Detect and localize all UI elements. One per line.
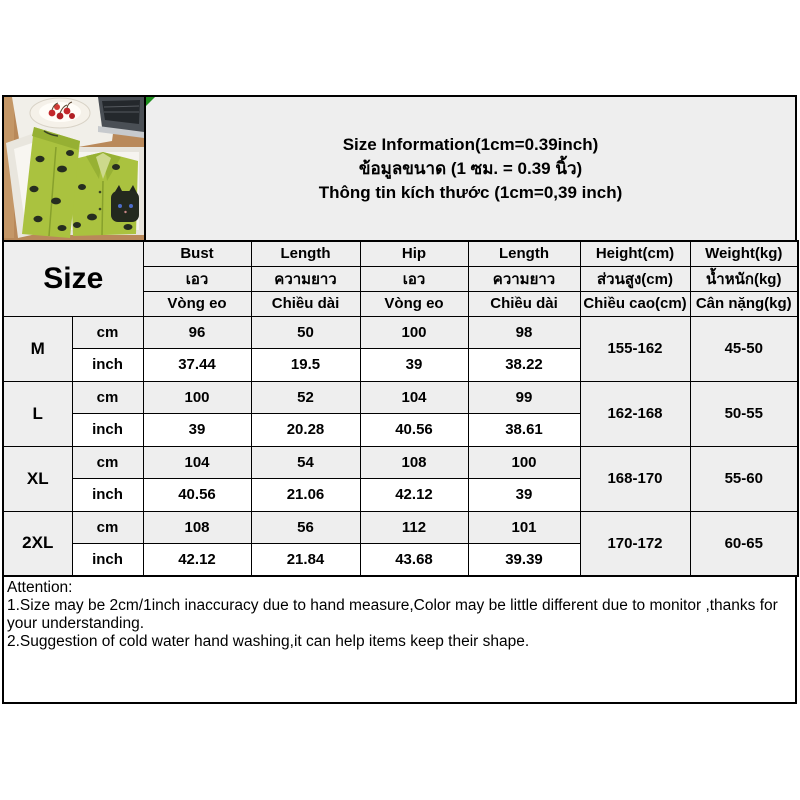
header-bust-en: Bust xyxy=(143,241,251,266)
header-weight-th: น้ำหนัก(kg) xyxy=(690,266,798,291)
2xl-length1-cm: 56 xyxy=(251,511,360,544)
l-length1-inch: 20.28 xyxy=(251,414,360,447)
attention-notes xyxy=(2,577,797,704)
xl-length2-inch: 39 xyxy=(468,479,580,512)
xl-length2-cm: 100 xyxy=(468,446,580,479)
xl-hip-inch: 42.12 xyxy=(360,479,468,512)
laptop xyxy=(98,97,144,138)
size-information-title-block xyxy=(146,97,795,240)
l-weight-range: 50-55 xyxy=(690,381,798,446)
size-chart-table xyxy=(2,240,799,577)
l-length2-cm: 99 xyxy=(468,381,580,414)
m-height-range: 155-162 xyxy=(580,316,690,381)
m-length1-inch: 19.5 xyxy=(251,349,360,382)
2xl-bust-inch: 42.12 xyxy=(143,544,251,577)
title-english: Size Information(1cm=0.39inch) xyxy=(342,134,599,154)
header-hip-th: เอว xyxy=(360,266,468,291)
unit-inch-label: inch xyxy=(72,414,143,447)
l-length2-inch: 38.61 xyxy=(468,414,580,447)
header-hip-en: Hip xyxy=(360,241,468,266)
header-length2-vi: Chiều dài xyxy=(468,291,580,316)
cherry-plate xyxy=(30,98,90,128)
m-length2-cm: 98 xyxy=(468,316,580,349)
attention-note-2: 2.Suggestion of cold water hand washing,it can help items keep their shape. xyxy=(7,633,530,650)
xl-weight-range: 55-60 xyxy=(690,446,798,511)
size-xl-label: XL xyxy=(3,446,72,511)
size-m-label: M xyxy=(3,316,72,381)
l-hip-cm: 104 xyxy=(360,381,468,414)
header-length1-en: Length xyxy=(251,241,360,266)
m-length2-inch: 38.22 xyxy=(468,349,580,382)
header-length2-th: ความยาว xyxy=(468,266,580,291)
2xl-length2-inch: 39.39 xyxy=(468,544,580,577)
l-hip-inch: 40.56 xyxy=(360,414,468,447)
title-vietnamese: Thông tin kích thước (1cm=0,39 inch) xyxy=(318,182,623,202)
size-chart-content xyxy=(2,95,797,704)
header-length2-en: Length xyxy=(468,241,580,266)
header-height-th: ส่วนสูง(cm) xyxy=(580,266,690,291)
top-block xyxy=(2,95,797,240)
xl-length1-inch: 21.06 xyxy=(251,479,360,512)
l-bust-inch: 39 xyxy=(143,414,251,447)
header-length1-vi: Chiều dài xyxy=(251,291,360,316)
2xl-height-range: 170-172 xyxy=(580,511,690,576)
l-length1-cm: 52 xyxy=(251,381,360,414)
2xl-hip-inch: 43.68 xyxy=(360,544,468,577)
unit-inch-label: inch xyxy=(72,544,143,577)
header-height-vi: Chiều cao(cm) xyxy=(580,291,690,316)
xl-bust-cm: 104 xyxy=(143,446,251,479)
m-hip-cm: 100 xyxy=(360,316,468,349)
m-length1-cm: 50 xyxy=(251,316,360,349)
2xl-hip-cm: 112 xyxy=(360,511,468,544)
excel-corner-marker-icon xyxy=(146,97,155,106)
table-row-xl-cm xyxy=(3,446,798,479)
title-thai: ข้อมูลขนาด (1 ซม. = 0.39 นิ้ว) xyxy=(358,158,583,178)
m-bust-cm: 96 xyxy=(143,316,251,349)
xl-hip-cm: 108 xyxy=(360,446,468,479)
xl-bust-inch: 40.56 xyxy=(143,479,251,512)
m-hip-inch: 39 xyxy=(360,349,468,382)
l-height-range: 162-168 xyxy=(580,381,690,446)
header-hip-vi: Vòng eo xyxy=(360,291,468,316)
xl-height-range: 168-170 xyxy=(580,446,690,511)
unit-inch-label: inch xyxy=(72,479,143,512)
header-length1-th: ความยาว xyxy=(251,266,360,291)
xl-length1-cm: 54 xyxy=(251,446,360,479)
unit-cm-label: cm xyxy=(72,316,143,349)
header-bust-th: เอว xyxy=(143,266,251,291)
header-bust-vi: Vòng eo xyxy=(143,291,251,316)
size-2xl-label: 2XL xyxy=(3,511,72,576)
product-photo xyxy=(4,97,146,240)
2xl-length2-cm: 101 xyxy=(468,511,580,544)
table-row-l-cm xyxy=(3,381,798,414)
table-row-2xl-cm xyxy=(3,511,798,544)
table-row-m-cm xyxy=(3,316,798,349)
unit-cm-label: cm xyxy=(72,511,143,544)
l-bust-cm: 100 xyxy=(143,381,251,414)
m-bust-inch: 37.44 xyxy=(143,349,251,382)
product-photo-illustration xyxy=(4,97,144,238)
unit-cm-label: cm xyxy=(72,381,143,414)
2xl-weight-range: 60-65 xyxy=(690,511,798,576)
header-weight-vi: Cân nặng(kg) xyxy=(690,291,798,316)
size-header: Size xyxy=(3,241,143,316)
m-weight-range: 45-50 xyxy=(690,316,798,381)
unit-cm-label: cm xyxy=(72,446,143,479)
2xl-length1-inch: 21.84 xyxy=(251,544,360,577)
size-l-label: L xyxy=(3,381,72,446)
unit-inch-label: inch xyxy=(72,349,143,382)
attention-heading: Attention: xyxy=(7,579,73,596)
attention-note-1: 1.Size may be 2cm/1inch inaccuracy due to hand measure,Color may be little different due to monitor ,thanks for your understanding. xyxy=(7,597,778,632)
header-height-en: Height(cm) xyxy=(580,241,690,266)
header-weight-en: Weight(kg) xyxy=(690,241,798,266)
2xl-bust-cm: 108 xyxy=(143,511,251,544)
